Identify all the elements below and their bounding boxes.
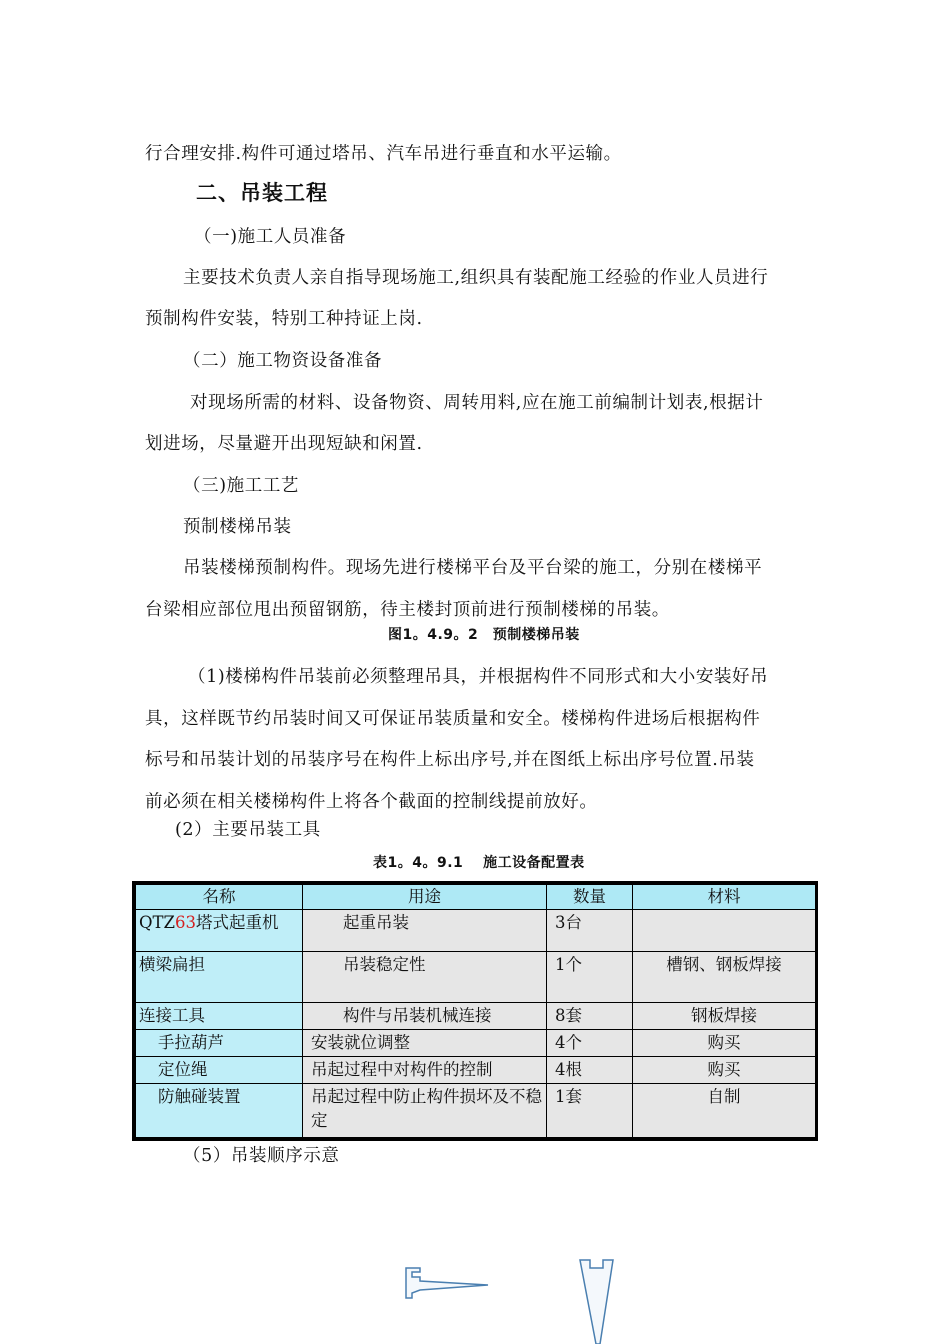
name-part: 塔式起重机: [196, 912, 279, 932]
subheading-materials: （二）施工物资设备准备: [183, 351, 383, 371]
cell-material: 自制: [633, 1083, 816, 1137]
subheading-tools: (2）主要吊装工具: [175, 820, 321, 840]
cell-qty: 4个: [547, 1029, 633, 1056]
section-title: 二、吊装工程: [196, 181, 328, 205]
cell-material: 购买: [633, 1056, 816, 1083]
cell-qty: 4根: [547, 1056, 633, 1083]
cell-material: 槽钢、钢板焊接: [633, 951, 816, 1002]
cell-use: 构件与吊装机械连接: [303, 1002, 547, 1029]
header-material: 材料: [633, 885, 816, 910]
equipment-table: [132, 881, 818, 1141]
figure-caption: 图1。4.9。2 预制楼梯吊装: [388, 627, 580, 643]
header-use: 用途: [303, 885, 547, 910]
subheading-process: （三)施工工艺: [183, 476, 300, 496]
paragraph-intro: 行合理安排.构件可通过塔吊、汽车吊进行垂直和水平运输。: [145, 144, 622, 164]
paragraph-step1-line1: （1)楼梯构件吊装前必须整理吊具，并根据构件不同形式和大小安装好吊: [188, 667, 769, 687]
table-caption: 表1。4。9.1 施工设备配置表: [373, 855, 585, 871]
cell-name: 手拉葫芦: [136, 1029, 303, 1056]
table-row: [136, 909, 816, 951]
name-part-red: 63: [175, 912, 196, 932]
cell-use: 安装就位调整: [303, 1029, 547, 1056]
cell-material: [633, 909, 816, 951]
table-row: [136, 1029, 816, 1056]
cell-name: 横梁扁担: [136, 951, 303, 1002]
cell-material: 钢板焊接: [633, 1002, 816, 1029]
cell-use: 吊起过程中防止构件损坏及不稳定: [303, 1083, 547, 1137]
cell-material: 购买: [633, 1029, 816, 1056]
table-row: [136, 1002, 816, 1029]
cell-name: 连接工具: [136, 1002, 303, 1029]
table-row: [136, 951, 816, 1002]
cell-qty: 1套: [547, 1083, 633, 1137]
paragraph-materials-line2: 划进场，尽量避开出现短缺和闲置.: [145, 434, 423, 454]
subheading-personnel: （一)施工人员准备: [194, 227, 347, 247]
cell-use: 吊起过程中对构件的控制: [303, 1056, 547, 1083]
subheading-stair-hoisting: 预制楼梯吊装: [183, 517, 292, 537]
cell-use: 起重吊装: [303, 909, 547, 951]
cell-name: [136, 909, 303, 951]
horizontal-stair-component: [406, 1268, 488, 1298]
table-row: [136, 1056, 816, 1083]
header-name: 名称: [136, 885, 303, 910]
cell-name: 防触碰装置: [136, 1083, 303, 1137]
cell-use: 吊装稳定性: [303, 951, 547, 1002]
paragraph-materials-line1: 对现场所需的材料、设备物资、周转用料,应在施工前编制计划表,根据计: [190, 393, 764, 413]
cell-qty: 8套: [547, 1002, 633, 1029]
header-qty: 数量: [547, 885, 633, 910]
subheading-sequence: （5）吊装顺序示意: [183, 1146, 340, 1166]
paragraph-stairs-line1: 吊装楼梯预制构件。现场先进行楼梯平台及平台梁的施工，分别在楼梯平: [183, 558, 763, 578]
paragraph-step1-line2: 具，这样既节约吊装时间又可保证吊装质量和安全。楼梯构件进场后根据构件: [145, 709, 761, 729]
paragraph-step1-line3: 标号和吊装计划的吊装序号在构件上标出序号,并在图纸上标出序号位置.吊装: [145, 750, 755, 770]
cell-name: 定位绳: [136, 1056, 303, 1083]
paragraph-personnel-line1: 主要技术负责人亲自指导现场施工,组织具有装配施工经验的作业人员进行: [183, 268, 769, 288]
table-header-row: [136, 885, 816, 910]
paragraph-step1-line4: 前必须在相关楼梯构件上将各个截面的控制线提前放好。: [145, 792, 598, 812]
vertical-stair-component: [580, 1260, 613, 1344]
paragraph-stairs-line2: 台梁相应部位甩出预留钢筋，待主楼封顶前进行预制楼梯的吊装。: [145, 600, 670, 620]
cell-qty: 1个: [547, 951, 633, 1002]
paragraph-personnel-line2: 预制构件安装，特别工种持证上岗.: [145, 309, 423, 329]
name-part: QTZ: [139, 912, 175, 932]
hoisting-sequence-diagram: [0, 1250, 950, 1344]
table-row: [136, 1083, 816, 1137]
cell-qty: 3台: [547, 909, 633, 951]
